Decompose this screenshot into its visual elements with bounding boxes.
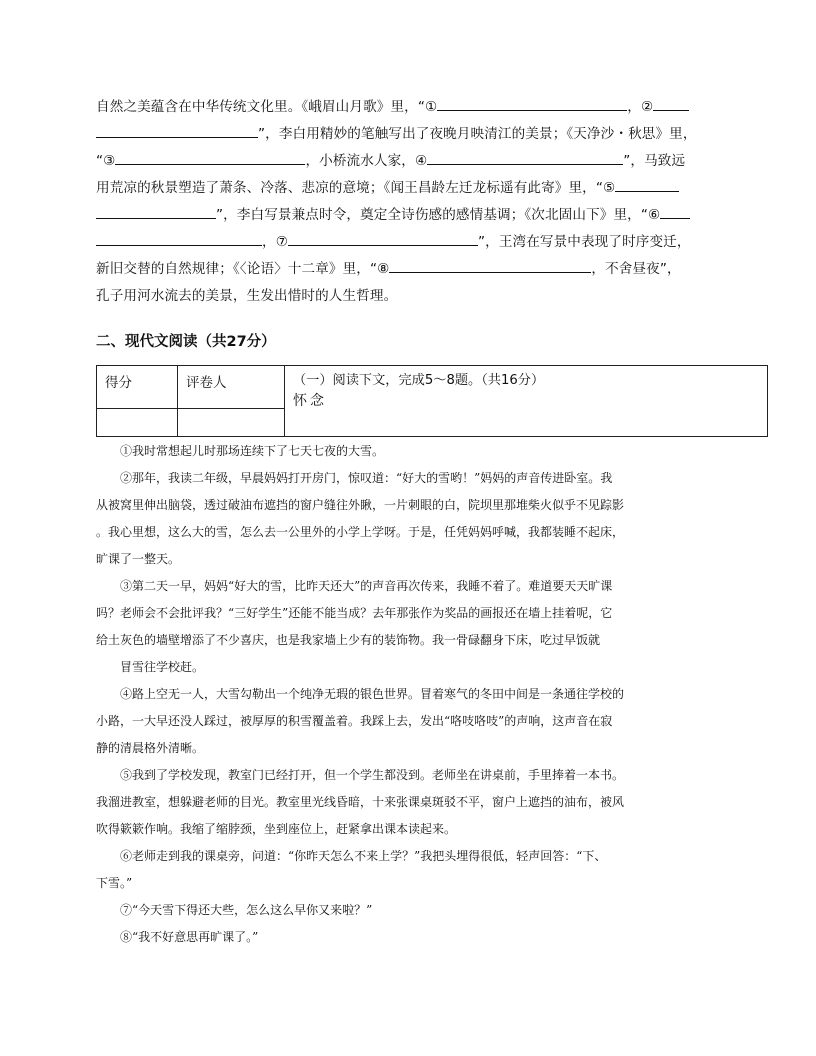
paragraph-line: 小路，一大早还没人踩过，被厚厚的积雪覆盖着。我踩上去，发出“咯吱咯吱”的声响，这声音在寂 [96,714,613,728]
reading-passage [96,438,736,951]
answer-blank-6-cont[interactable] [96,229,262,246]
grader-entry-cell[interactable] [178,409,285,437]
paragraph-line: 给土灰色的墙壁增添了不少喜庆，也是我家墙上少有的装饰物。我一骨碌翻身下床，吃过早饭就 [96,633,601,647]
question-line [96,175,736,202]
question-text: ，不舍昼夜”， [591,261,681,277]
passage-title: 怀念 [293,393,327,409]
paragraph-line: ①我时常想起儿时那场连续下了七天七夜的大雪。 [120,444,385,458]
paragraph-line: 。我心里想，这么大的雪，怎么去一公里外的小学上学呀。于是，任凭妈妈呼喊，我都装睡不起床， [96,525,625,539]
question-text: ”，王湾在写景中表现了时序变迁， [477,234,691,250]
instruction-cell [285,366,768,437]
answer-blank-8[interactable] [389,256,591,273]
question-line [96,229,736,256]
question-text: 孔子用河水流去的美景，生发出惜时的人生哲理。 [96,288,398,304]
paragraph-line: 从被窝里伸出脑袋，透过破油布遮挡的窗户缝往外瞅，一片刺眼的白，院坝里那堆柴火似乎不见踪影 [96,498,625,512]
paragraph-line: 下雪。” [96,876,133,890]
paragraph-line: 我溜进教室，想躲避老师的目光。教室里光线昏暗，十来张课桌斑驳不平，窗户上遮挡的油布，被风 [96,795,625,809]
question-text: 自然之美蕴含在中华传统文化里。《峨眉山月歌》里，“① [96,99,438,115]
score-table [96,365,768,437]
paragraph-line: 冒雪往学校赶。 [120,660,205,674]
answer-blank-5[interactable] [615,175,679,192]
paragraph-line: 静的清晨格外清晰。 [96,741,205,755]
answer-blank-2[interactable] [653,94,689,111]
answer-blank-2-cont[interactable] [96,121,258,138]
question-text: ，⑦ [262,234,288,250]
score-entry-cell[interactable] [97,409,178,437]
grader-label-cell [178,366,285,409]
question-line [96,202,736,229]
paragraph-line: ⑤我到了学校发现，教室门已经打开，但一个学生都没到。老师坐在讲桌前，手里捧着一本书。 [120,768,625,782]
score-label-cell [97,366,178,409]
paragraph-line: ⑦“今天雪下得还大些，怎么这么早你又来啦？” [120,903,373,917]
answer-blank-3[interactable] [115,148,305,165]
question-text: ，小桥流水人家，④ [305,153,428,169]
question-line [96,256,736,283]
reading-instruction: （一）阅读下文，完成5～8题。（共16分） [293,373,545,388]
question-text: ”，马致远 [623,153,686,169]
question-line [96,121,736,148]
question-text: “③ [96,153,116,169]
paragraph-line: 吹得簌簌作响。我缩了缩脖颈，坐到座位上，赶紧拿出课本读起来。 [96,822,457,836]
answer-blank-4[interactable] [427,148,623,165]
question-text: ”，李白用精妙的笔触写出了夜晚月映清江的美景；《天净沙・秋思》里， [258,126,697,142]
question-text: 用荒凉的秋景塑造了萧条、冷落、悲凉的意境；《闻王昌龄左迁龙标遥有此寄》里，“⑤ [96,180,616,196]
question-text: ”，李白写景兼点时令，奠定全诗伤感的感情基调；《次北固山下》里，“⑥ [216,207,661,223]
paragraph-line: ③第二天一早，妈妈“好大的雪，比昨天还大”的声音再次传来，我睡不着了。难道要天天旷课 [120,579,613,593]
paragraph-line: ⑥老师走到我的课桌旁，问道：“你昨天怎么不来上学？”我把头埋得很低，轻声回答：“下、 [120,849,607,863]
answer-blank-5-cont[interactable] [96,202,216,219]
answer-blank-6[interactable] [660,202,690,219]
question-text: ，② [627,99,654,115]
paragraph-line: ⑧“我不好意思再旷课了。” [120,930,259,944]
answer-blank-7[interactable] [288,229,478,246]
paragraph-line: ②那年，我读二年级，早晨妈妈打开房门，惊叹道：“好大的雪哟！”妈妈的声音传进卧室。我 [120,471,613,485]
paragraph-line: 旷课了一整天。 [96,552,181,566]
question-line [96,283,736,310]
section-title: 二、现代文阅读（共27分） [96,334,276,350]
poem-fill-question [96,94,736,310]
paragraph-line: ④路上空无一人，大雪勾勒出一个纯净无瑕的银色世界。冒着寒气的冬田中间是一条通往学校的 [120,687,625,701]
question-line [96,94,736,121]
answer-blank-1[interactable] [437,94,627,111]
grader-label: 评卷人 [186,375,227,391]
question-text: 新旧交替的自然规律；《〈论语〉十二章》里，“⑧ [96,261,390,277]
question-line [96,148,736,175]
paragraph-line: 吗？老师会不会批评我？“三好学生”还能不能当成？去年那张作为奖品的画报还在墙上挂着呢，它 [96,606,613,620]
score-label: 得分 [105,375,132,391]
